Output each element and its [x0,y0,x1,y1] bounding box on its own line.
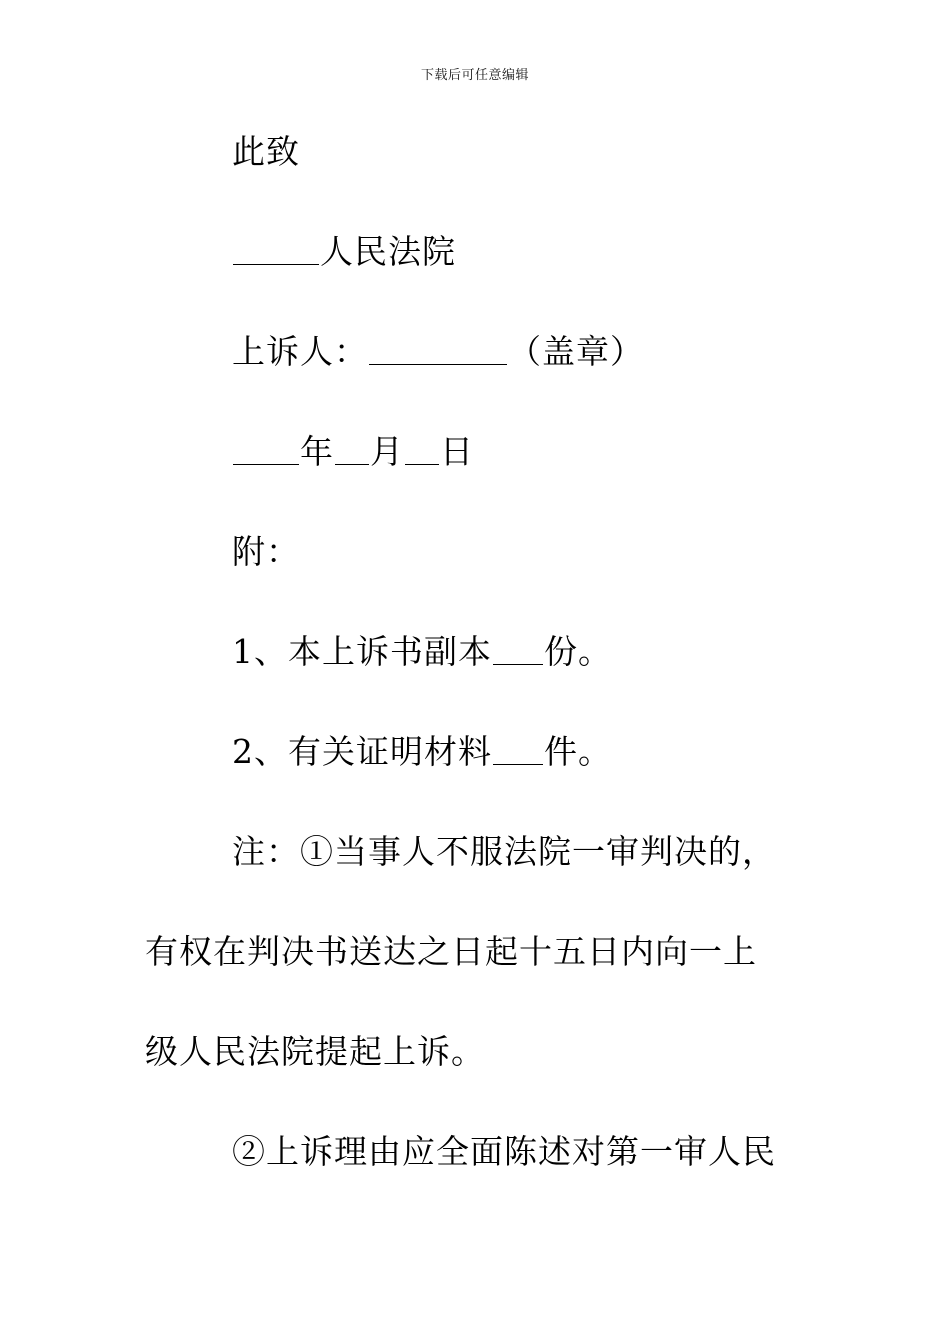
note-text-2: 有权在判决书送达之日起十五日内向一上 [145,932,757,971]
note-text-4: ②上诉理由应全面陈述对第一审人民 [232,1132,776,1171]
attachments-label: 附： [232,532,300,571]
date-year-label: 年 [300,432,334,471]
evidence-count-blank[interactable] [493,731,543,765]
note-line-2 [145,930,757,974]
attachment-item-1 [232,630,612,674]
attachment-item-2-prefix: 2、有关证明材料 [232,732,492,771]
year-blank[interactable] [233,431,299,465]
header-note: 下载后可任意编辑 [420,68,529,83]
attachment-item-2-suffix: 件。 [544,732,612,771]
appellant-line [232,330,644,374]
note-text-1: 注：①当事人不服法院一审判决的， [232,832,776,871]
day-blank[interactable] [405,431,439,465]
closing-text: 此致 [232,132,300,171]
copies-count-blank[interactable] [493,631,543,665]
date-line [232,430,474,474]
note-line-1 [232,830,776,874]
date-month-label: 月 [370,432,404,471]
court-suffix: 人民法院 [320,232,456,271]
attachments-label-line [232,530,300,574]
date-day-label: 日 [440,432,474,471]
court-name-blank[interactable] [233,231,319,265]
seal-note: （盖章） [508,332,644,371]
note-text-3: 级人民法院提起上诉。 [145,1032,485,1071]
appellant-name-blank[interactable] [369,331,507,365]
attachment-item-1-suffix: 份。 [544,632,612,671]
month-blank[interactable] [335,431,369,465]
attachment-item-1-prefix: 1、本上诉书副本 [232,632,492,671]
closing-line [232,130,300,174]
court-line [232,230,456,274]
attachment-item-2 [232,730,612,774]
appellant-label: 上诉人： [232,332,368,371]
note-line-4 [232,1130,776,1174]
note-line-3 [145,1030,485,1074]
